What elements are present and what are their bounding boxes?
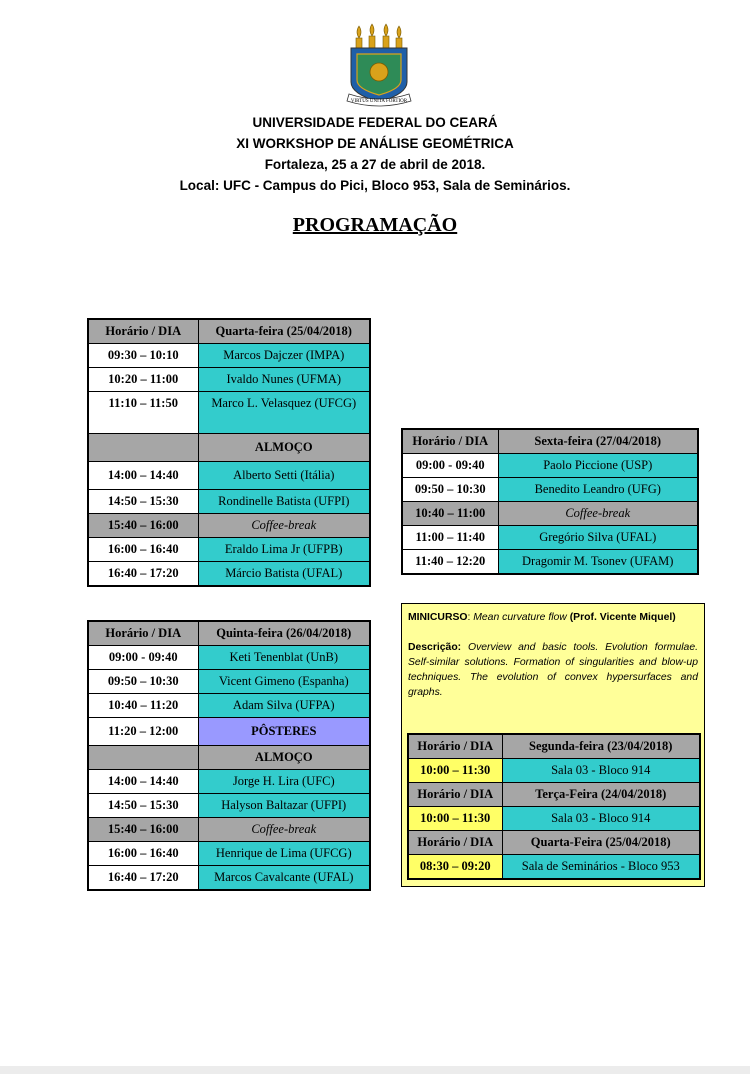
column-header-day: Terça-Feira (24/04/2018) [502,783,700,807]
minicurso-box [401,603,705,887]
column-header-day: Quarta-Feira (25/04/2018) [502,831,700,855]
speaker-cell: Marcos Cavalcante (UFAL) [198,866,370,891]
description-text: Overview and basic tools. Evolution formulae. Self-similar solutions. Formation of singularities and blow-up techniques. The evolution of convex hypersurfaces and graphs. [408,642,698,698]
speaker-cell: Márcio Batista (UFAL) [198,562,370,587]
time-cell: 16:40 – 17:20 [88,562,198,587]
room-cell: Sala de Seminários - Bloco 953 [502,855,700,880]
column-header-time: Horário / DIA [88,319,198,344]
table-row [88,538,370,562]
time-cell: 16:00 – 16:40 [88,538,198,562]
table-row [88,818,370,842]
table-row [88,392,370,434]
table-row [88,842,370,866]
table-row [88,670,370,694]
thursday-schedule-table [87,620,371,891]
time-cell: 10:00 – 11:30 [408,759,502,783]
time-cell: 11:00 – 11:40 [402,526,498,550]
minicurso-schedule-table [407,733,701,880]
workshop-name: XI WORKSHOP DE ANÁLISE GEOMÉTRICA [236,136,514,151]
table-row [408,855,700,880]
column-header-day: Quinta-feira (26/04/2018) [198,621,370,646]
column-header-day: Segunda-feira (23/04/2018) [502,734,700,759]
time-cell: 11:40 – 12:20 [402,550,498,575]
table-row [88,462,370,490]
speaker-cell: Vicent Gimeno (Espanha) [198,670,370,694]
time-cell: 16:00 – 16:40 [88,842,198,866]
minicurso-title: Mean curvature flow [473,612,567,623]
column-header-time: Horário / DIA [408,783,502,807]
table-row [88,746,370,770]
table-row [88,866,370,891]
event-location: Local: UFC - Campus do Pici, Bloco 953, Sala de Seminários. [179,178,571,193]
speaker-cell: Benedito Leandro (UFG) [498,478,698,502]
table-row [88,646,370,670]
table-row [402,526,698,550]
time-cell: 10:20 – 11:00 [88,368,198,392]
time-cell: 16:40 – 17:20 [88,866,198,891]
table-row [88,694,370,718]
minicurso-heading: MINICURSO: Mean curvature flow (Prof. Vicente Miquel) [408,612,676,623]
table-row [88,562,370,587]
event-dates: Fortaleza, 25 a 27 de abril de 2018. [264,157,486,172]
coffee-break-cell: Coffee-break [198,514,370,538]
time-cell [88,746,198,770]
table-row [402,478,698,502]
table-row [402,502,698,526]
minicurso-label: MINICURSO [408,612,468,623]
wednesday-schedule-table [87,318,371,587]
table-row [88,490,370,514]
time-cell: 08:30 – 09:20 [408,855,502,880]
time-cell [88,434,198,462]
posters-cell: PÔSTERES [198,718,370,746]
seal-motto: VIRTUS UNITA FORTIOR [350,99,408,104]
table-header-row [402,429,698,454]
speaker-cell: Jorge H. Lira (UFC) [198,770,370,794]
table-row [88,794,370,818]
room-cell: Sala 03 - Bloco 914 [502,759,700,783]
university-name: UNIVERSIDADE FEDERAL DO CEARÁ [252,115,498,130]
time-cell: 09:00 - 09:40 [88,646,198,670]
table-header-row [88,621,370,646]
speaker-cell: Marco L. Velasquez (UFCG) [198,392,370,434]
time-cell: 14:00 – 14:40 [88,770,198,794]
table-header-row [88,319,370,344]
room-cell: Sala 03 - Bloco 914 [502,807,700,831]
table-row [88,368,370,392]
speaker-cell: Keti Tenenblat (UnB) [198,646,370,670]
time-cell: 09:30 – 10:10 [88,344,198,368]
table-header-row [408,734,700,759]
table-row [88,770,370,794]
description-label: Descrição: [408,642,462,653]
time-cell: 10:40 – 11:20 [88,694,198,718]
speaker-cell: Adam Silva (UFPA) [198,694,370,718]
time-cell: 09:00 - 09:40 [402,454,498,478]
table-row [88,514,370,538]
column-header-time: Horário / DIA [408,831,502,855]
table-row [88,344,370,368]
lunch-cell: ALMOÇO [198,434,370,462]
friday-schedule-table [401,428,699,575]
time-cell: 11:10 – 11:50 [88,392,198,434]
speaker-cell: Marcos Dajczer (IMPA) [198,344,370,368]
speaker-cell: Ivaldo Nunes (UFMA) [198,368,370,392]
speaker-cell: Paolo Piccione (USP) [498,454,698,478]
table-row [408,759,700,783]
table-header-row [408,831,700,855]
column-header-time: Horário / DIA [408,734,502,759]
table-row [88,434,370,462]
table-row [402,550,698,575]
time-cell: 15:40 – 16:00 [88,818,198,842]
speaker-cell: Gregório Silva (UFAL) [498,526,698,550]
table-row [88,718,370,746]
time-cell: 10:40 – 11:00 [402,502,498,526]
time-cell: 10:00 – 11:30 [408,807,502,831]
time-cell: 15:40 – 16:00 [88,514,198,538]
time-cell: 14:50 – 15:30 [88,490,198,514]
column-header-time: Horário / DIA [402,429,498,454]
column-header-time: Horário / DIA [88,621,198,646]
time-cell: 14:50 – 15:30 [88,794,198,818]
table-row [402,454,698,478]
speaker-cell: Rondinelle Batista (UFPI) [198,490,370,514]
coffee-break-cell: Coffee-break [498,502,698,526]
speaker-cell: Halyson Baltazar (UFPI) [198,794,370,818]
table-header-row [408,783,700,807]
column-header-day: Sexta-feira (27/04/2018) [498,429,698,454]
coffee-break-cell: Coffee-break [198,818,370,842]
lunch-cell: ALMOÇO [198,746,370,770]
minicurso-lecturer: (Prof. Vicente Miquel) [569,612,676,623]
speaker-cell: Alberto Setti (Itália) [198,462,370,490]
column-header-day: Quarta-feira (25/04/2018) [198,319,370,344]
page-title: PROGRAMAÇÃO [292,214,458,236]
university-seal-logo [345,22,413,110]
minicurso-description [402,640,704,700]
time-cell: 11:20 – 12:00 [88,718,198,746]
table-row [408,807,700,831]
time-cell: 14:00 – 14:40 [88,462,198,490]
speaker-cell: Dragomir M. Tsonev (UFAM) [498,550,698,575]
speaker-cell: Eraldo Lima Jr (UFPB) [198,538,370,562]
speaker-cell: Henrique de Lima (UFCG) [198,842,370,866]
time-cell: 09:50 – 10:30 [402,478,498,502]
time-cell: 09:50 – 10:30 [88,670,198,694]
